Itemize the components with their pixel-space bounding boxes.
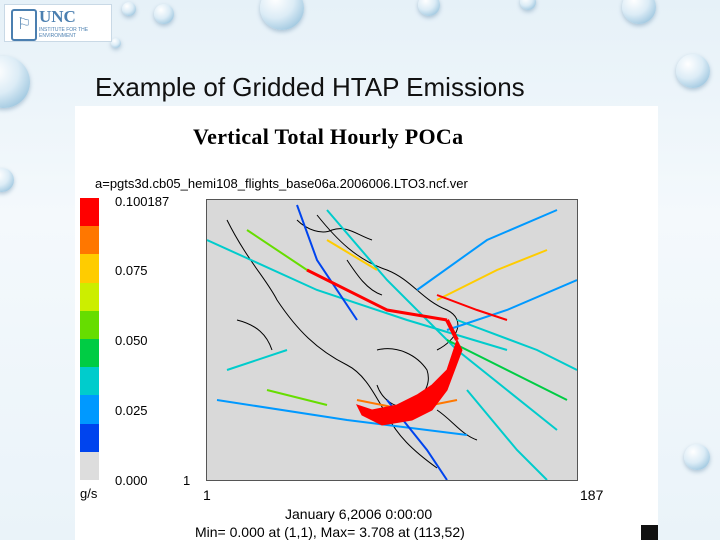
x-max-label: 187 <box>580 487 604 503</box>
legend-swatch <box>80 198 99 226</box>
legend-swatch <box>80 367 99 395</box>
water-drop-decoration <box>111 38 121 48</box>
stats-label: Min= 0.000 at (1,1), Max= 3.708 at (113,52) <box>195 524 465 540</box>
water-drop-decoration <box>122 2 136 16</box>
logo-subtitle: INSTITUTE FOR THE ENVIRONMENT <box>39 27 89 39</box>
water-drop-decoration <box>520 0 536 10</box>
logo-name: UNC <box>39 7 76 26</box>
water-drop-decoration <box>154 4 174 24</box>
legend-swatch <box>80 339 99 367</box>
y-min-label: 1 <box>183 473 191 488</box>
water-drop-decoration <box>622 0 656 24</box>
logo-mark-icon: ⚐ <box>11 9 37 41</box>
plot-title: Vertical Total Hourly POCa <box>193 124 464 149</box>
emission-map-graphic <box>207 200 577 480</box>
legend-swatch <box>80 424 99 452</box>
legend-swatch <box>80 395 99 423</box>
date-label: January 6,2006 0:00:00 <box>285 506 433 522</box>
water-drop-decoration <box>0 56 30 108</box>
water-drop-decoration <box>676 54 710 88</box>
emission-plot-panel <box>75 106 658 540</box>
legend-swatch <box>80 283 99 311</box>
legend-max-label: 0.100187 <box>115 194 170 209</box>
legend-tick-label: 0.050 <box>115 333 148 348</box>
corner-block <box>641 525 658 540</box>
legend-tick-label: 0.075 <box>115 263 148 278</box>
water-drop-decoration <box>0 168 14 192</box>
water-drop-decoration <box>260 0 304 30</box>
units-label: g/s <box>80 486 98 501</box>
legend-tick-label: 0.025 <box>115 403 148 418</box>
color-legend <box>80 198 99 480</box>
x-min-label: 1 <box>203 487 211 503</box>
plot-file-label: a=pgts3d.cb05_hemi108_flights_base06a.2006006.LTO3.ncf.ver <box>95 176 468 191</box>
legend-swatch <box>80 254 99 282</box>
legend-swatch <box>80 311 99 339</box>
unc-logo <box>4 4 112 42</box>
legend-tick-label: 0.000 <box>115 473 148 488</box>
slide-title: Example of Gridded HTAP Emissions <box>95 72 525 102</box>
legend-swatch <box>80 226 99 254</box>
water-drop-decoration <box>684 444 710 470</box>
emission-map <box>206 199 578 481</box>
water-drop-decoration <box>418 0 440 16</box>
legend-swatch <box>80 452 99 480</box>
